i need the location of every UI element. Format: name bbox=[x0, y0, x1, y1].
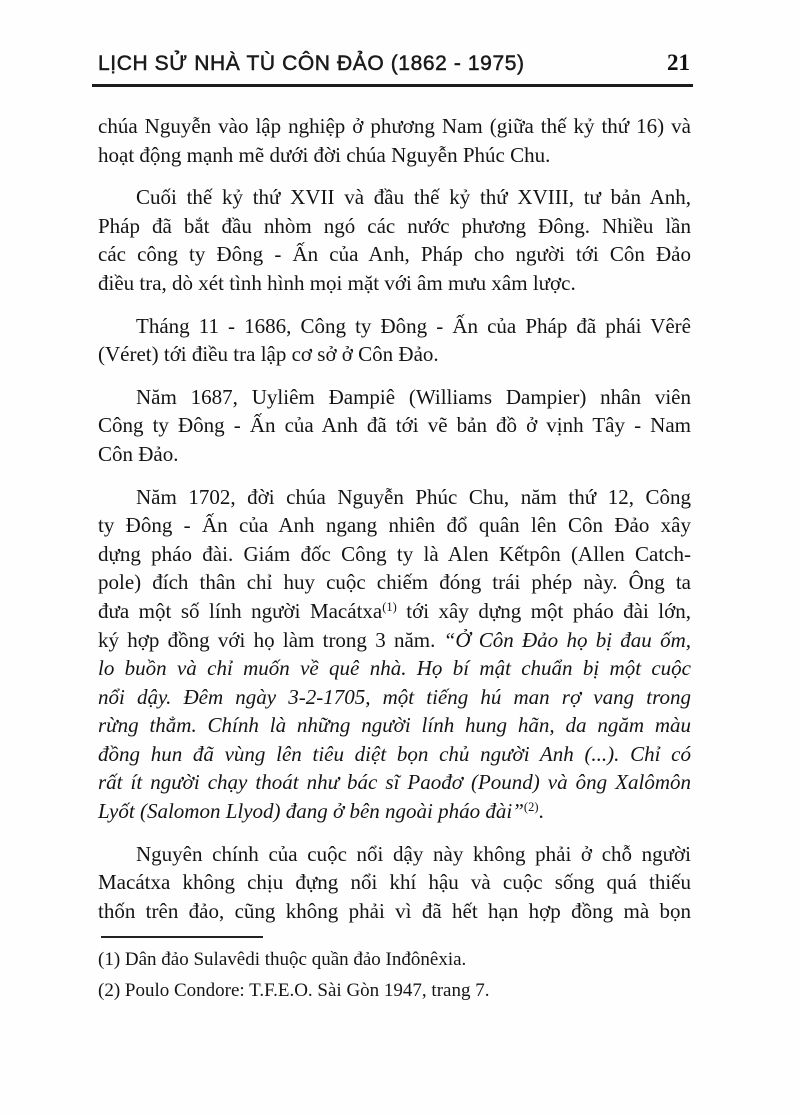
paragraph bbox=[98, 112, 691, 169]
text-line: (Véret) tới điều tra lập cơ sở ở Côn Đảo. bbox=[98, 342, 439, 367]
footnote-separator bbox=[101, 936, 263, 938]
text-line: Cuối thế kỷ thứ XVII và đầu thế kỷ thứ XVIII, tư bản Anh, bbox=[136, 185, 691, 210]
text-line: Pháp đã bắt đầu nhòm ngó các nước phương Đông. Nhiều lần bbox=[98, 213, 691, 238]
text-line: Côn Đảo. bbox=[98, 441, 179, 466]
text-line: Năm 1687, Uyliêm Đampiê (Williams Dampier) nhân viên bbox=[136, 384, 691, 409]
text-line: lo buồn và chỉ muốn về quê nhà. Họ bí mật chuẩn bị một cuộc bbox=[98, 656, 691, 681]
paragraph bbox=[98, 312, 691, 369]
text-line: ký hợp đồng với họ làm trong 3 năm. “Ở Côn Đảo họ bị đau ốm, bbox=[98, 627, 691, 652]
page-body bbox=[98, 112, 691, 939]
page-number: 21 bbox=[667, 50, 690, 75]
paragraph bbox=[98, 840, 691, 926]
text-line: đưa một số lính người Macátxa$^{(1)}$ tới xây dựng một pháo đài lớn, bbox=[98, 598, 691, 623]
text-line: dựng pháo đài. Giám đốc Công ty là Alen Kếtpôn (Allen Catch- bbox=[98, 541, 691, 566]
text-line: các công ty Đông - Ấn của Anh, Pháp cho người tới Côn Đảo bbox=[98, 242, 691, 267]
text-line: Macátxa không chịu đựng nổi khí hậu và cuộc sống quá thiếu bbox=[98, 870, 691, 895]
running-title: LỊCH SỬ NHÀ TÙ CÔN ĐẢO (1862 - 1975) bbox=[98, 52, 525, 75]
footnote-marker: (2) bbox=[523, 800, 539, 815]
footnote: (1) Dân đảo Sulavêdi thuộc quần đảo Inđônêxia. bbox=[98, 949, 467, 970]
footnote: (2) Poulo Condore: T.F.E.O. Sài Gòn 1947, trang 7. bbox=[98, 980, 490, 1001]
text-line: chúa Nguyễn vào lập nghiệp ở phương Nam (giữa thế kỷ thứ 16) và bbox=[98, 114, 691, 138]
page-header bbox=[98, 50, 690, 76]
header-rule bbox=[92, 84, 693, 87]
text-line: pole) đích thân chỉ huy cuộc chiếm đóng trái phép này. Ông ta bbox=[98, 570, 691, 595]
text-line: rừng thẳm. Chính là những người lính hung hãn, da ngăm màu bbox=[98, 713, 691, 738]
paragraph bbox=[98, 483, 691, 826]
paragraph bbox=[98, 183, 691, 297]
paragraph bbox=[98, 383, 691, 469]
text-line: Lyốt (Salomon Llyod) đang ở bên ngoài pháo đài”$^{(2)}$. bbox=[98, 799, 544, 824]
text-line: Tháng 11 - 1686, Công ty Đông - Ấn của Pháp đã phái Vêrê bbox=[136, 313, 691, 338]
footnotes bbox=[98, 944, 691, 1006]
text-line: Công ty Đông - Ấn của Anh đã tới vẽ bản đồ ở vịnh Tây - Nam bbox=[98, 413, 691, 438]
text-line: Nguyên chính của cuộc nổi dậy này không phải ở chỗ người bbox=[136, 841, 691, 866]
text-line: đồng hun đã vùng lên tiêu diệt bọn chủ người Anh (...). Chỉ có bbox=[98, 741, 691, 766]
text-line: thốn trên đảo, cũng không phải vì đã hết hạn hợp đồng mà bọn bbox=[98, 898, 691, 923]
text-line: Năm 1702, đời chúa Nguyễn Phúc Chu, năm thứ 12, Công bbox=[136, 484, 691, 509]
text-line: điều tra, dò xét tình hình mọi mặt với âm mưu xâm lược. bbox=[98, 270, 576, 295]
text-line: hoạt động mạnh mẽ dưới đời chúa Nguyễn Phúc Chu. bbox=[98, 142, 551, 167]
text-line: rất ít người chạy thoát như bác sĩ Paođơ (Pound) và ông Xalômôn bbox=[98, 770, 691, 795]
footnote-marker: (1) bbox=[382, 599, 397, 614]
text-line: ty Đông - Ấn của Anh ngang nhiên đổ quân lên Côn Đảo xây bbox=[98, 513, 691, 538]
text-line: nổi dậy. Đêm ngày 3-2-1705, một tiếng hú man rợ vang trong bbox=[98, 684, 691, 709]
